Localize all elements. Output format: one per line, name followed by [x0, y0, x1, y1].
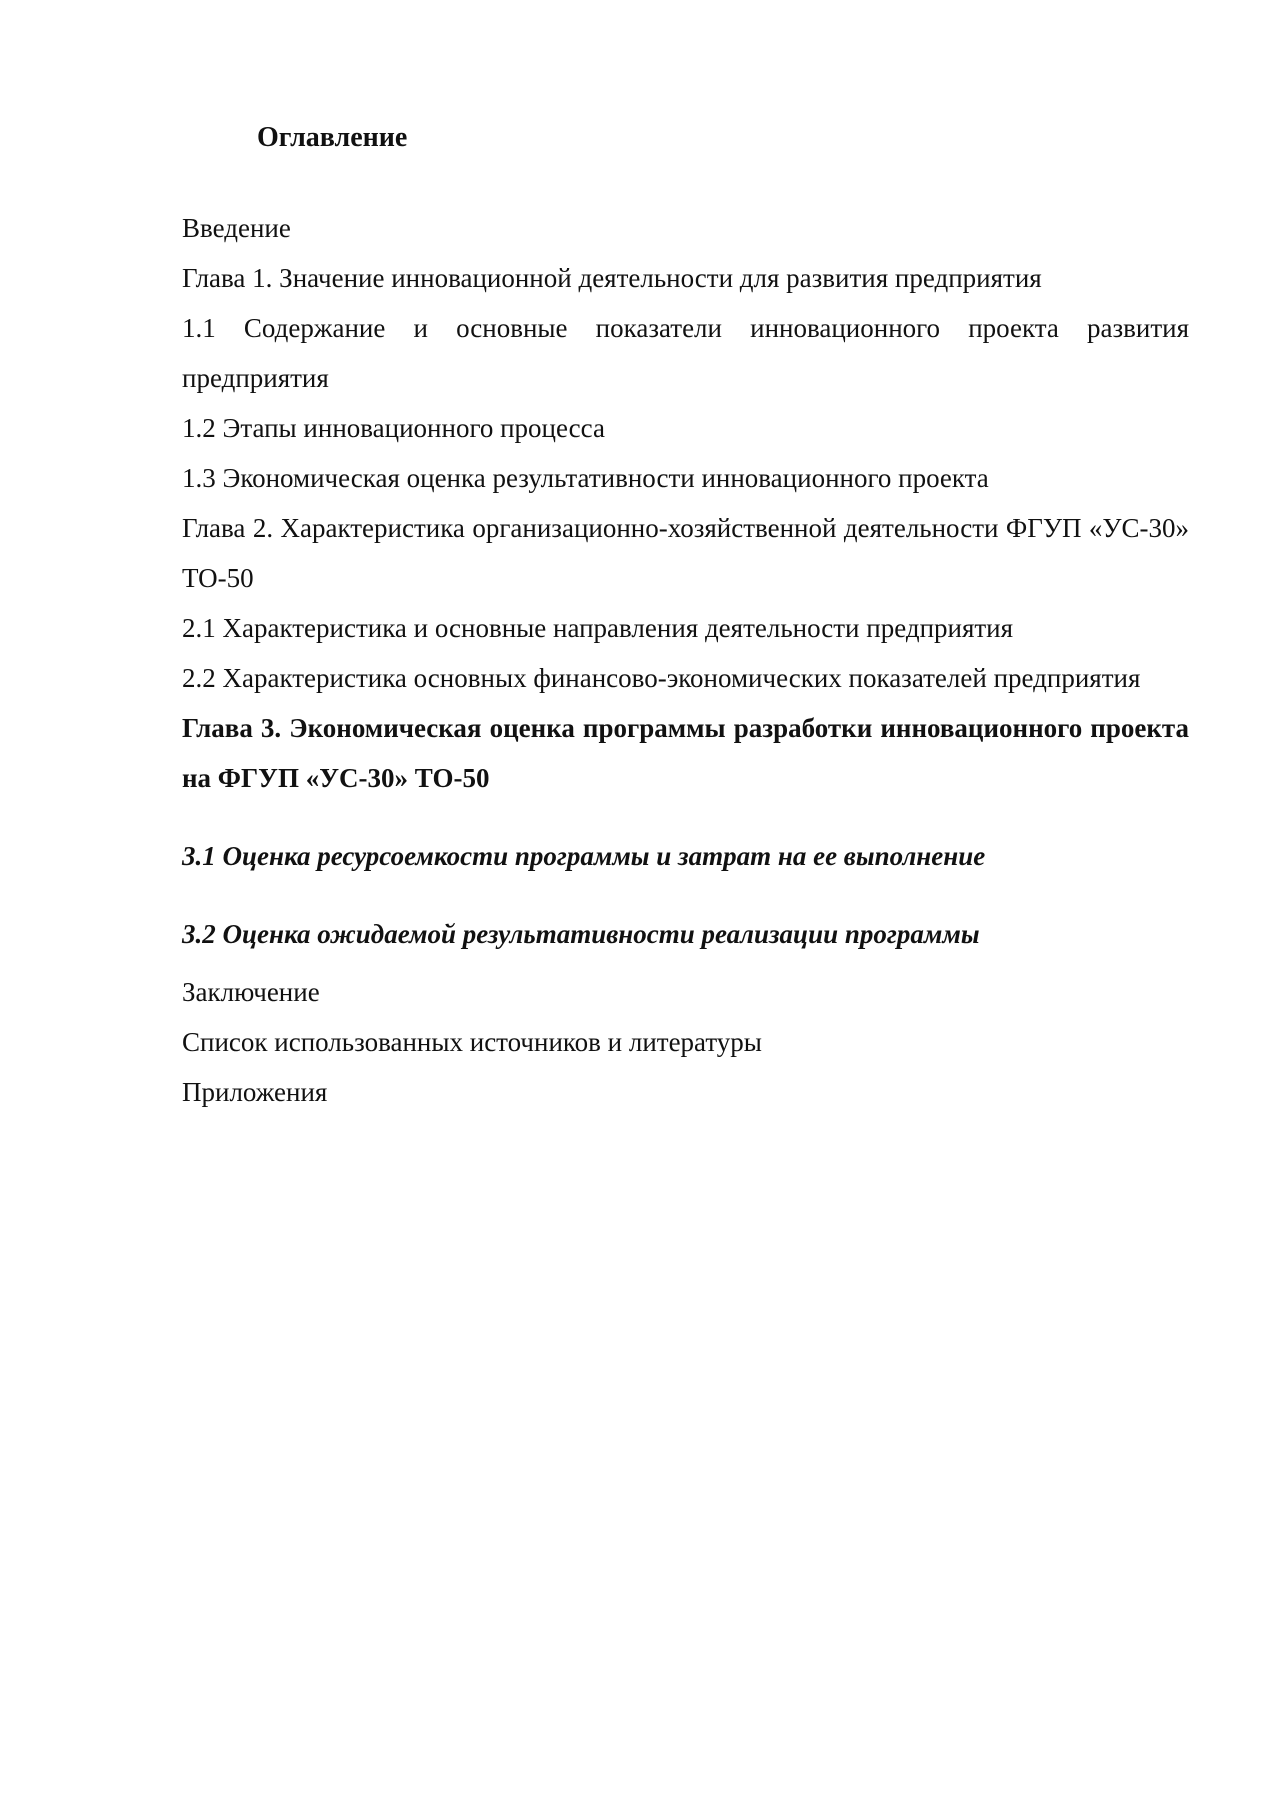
toc-entry-section-2-1: 2.1 Характеристика и основные направления деятельности предприятия [182, 613, 1014, 643]
toc-entry-chapter-2: Глава 2. Характеристика организационно-хозяйственной деятельности ФГУП «УС-30» ТО-50 [182, 513, 1189, 593]
toc-entry-section-1-3: 1.3 Экономическая оценка результативности инновационного проекта [182, 463, 989, 493]
toc-entry-conclusion: Заключение [182, 977, 320, 1007]
table-of-contents [182, 203, 1189, 1117]
toc-entry-bibliography: Список использованных источников и литературы [182, 1027, 762, 1057]
page-title: Оглавление [257, 122, 408, 153]
toc-entry-chapter-1: Глава 1. Значение инновационной деятельности для развития предприятия [182, 263, 1042, 293]
toc-entry-section-3-1: 3.1 Оценка ресурсоемкости программы и затрат на ее выполнение [182, 841, 986, 871]
toc-entry-appendices: Приложения [182, 1077, 328, 1107]
toc-entry-section-3-2: 3.2 Оценка ожидаемой результативности реализации программы [182, 919, 980, 949]
toc-entry-section-1-1: 1.1 Содержание и основные показатели инновационного проекта развития предприятия [182, 313, 1189, 393]
toc-entry-chapter-3: Глава 3. Экономическая оценка программы разработки инновационного проекта на ФГУП «УС-30» ТО-50 [182, 713, 1189, 793]
toc-entry-section-2-2: 2.2 Характеристика основных финансово-экономических показателей предприятия [182, 663, 1141, 693]
toc-entry-section-1-2: 1.2 Этапы инновационного процесса [182, 413, 605, 443]
toc-entry-introduction: Введение [182, 213, 291, 243]
